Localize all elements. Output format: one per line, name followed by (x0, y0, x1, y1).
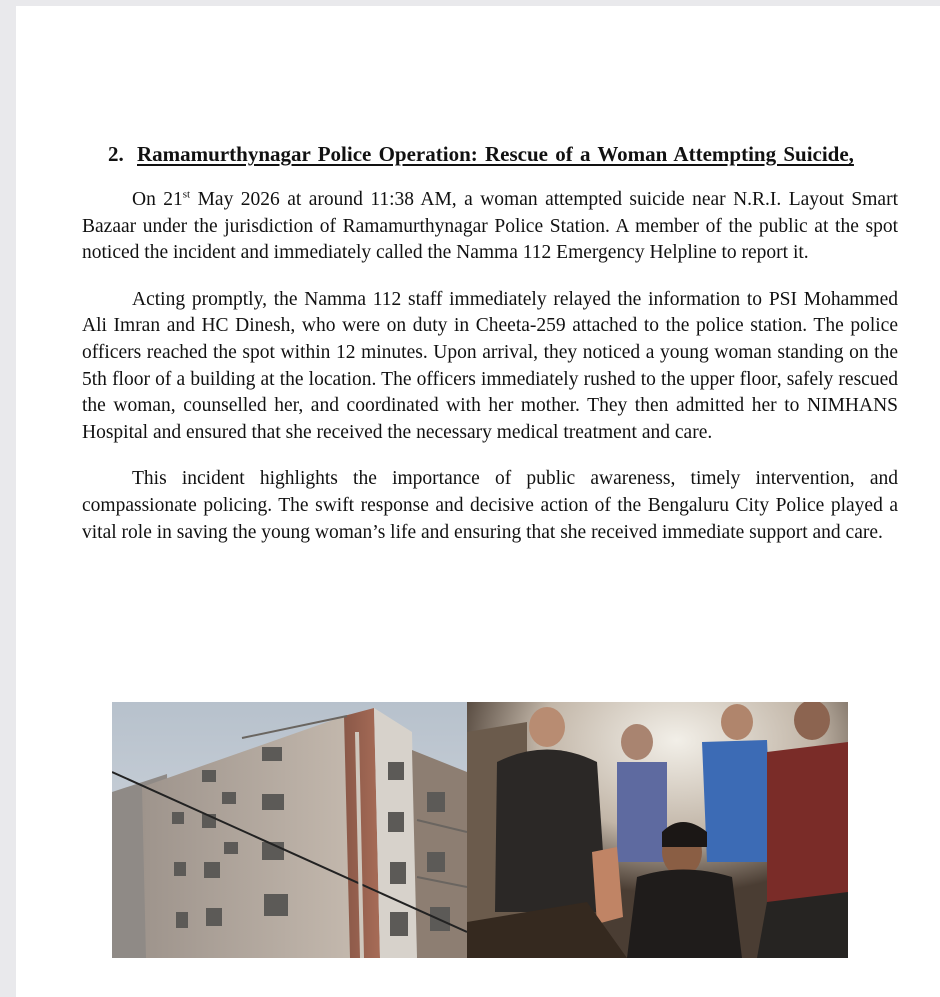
building-photo-image (112, 702, 467, 958)
rescue-photo (467, 702, 848, 958)
paragraph-incident-start: On 21 (132, 189, 183, 210)
photo-strip (112, 702, 848, 958)
paragraph-incident-rest: May 2026 at around 11:38 AM, a woman attempted suicide near N.R.I. Layout Smart Bazaar under the jurisdiction of Ramamurthynagar Police Station. A member of the public at the spot noticed the incident and immediately called the Namma 112 Emergency Helpline to report it. (82, 189, 898, 264)
document-content (82, 140, 898, 546)
paragraph-incident (82, 187, 898, 267)
building-photo (112, 702, 467, 958)
date-ordinal-suffix: st (182, 188, 191, 201)
section-number: 2. (108, 142, 124, 166)
section-title: Ramamurthynagar Police Operation: Rescue of a Woman Attempting Suicide, (137, 142, 854, 166)
paragraph-conclusion: This incident highlights the importance of public awareness, timely intervention, and compassionate policing. The swift response and decisive action of the Bengaluru City Police played a vital role in saving the young woman’s life and ensuring that she received immediate support and care. (82, 468, 898, 543)
document-page (16, 6, 940, 997)
section-heading (82, 140, 898, 168)
rescue-photo-image (467, 702, 848, 958)
paragraph-response: Acting promptly, the Namma 112 staff immediately relayed the information to PSI Mohammed Ali Imran and HC Dinesh, who were on duty in Cheeta-259 attached to the police station. The police officers reached the spot within 12 minutes. Upon arrival, they noticed a young woman standing on the 5th floor of a building at the location. The officers immediately rushed to the upper floor, safely rescued the woman, counselled her, and coordinated with her mother. They then admitted her to NIMHANS Hospital and ensured that she received the necessary medical treatment and care. (82, 288, 898, 443)
